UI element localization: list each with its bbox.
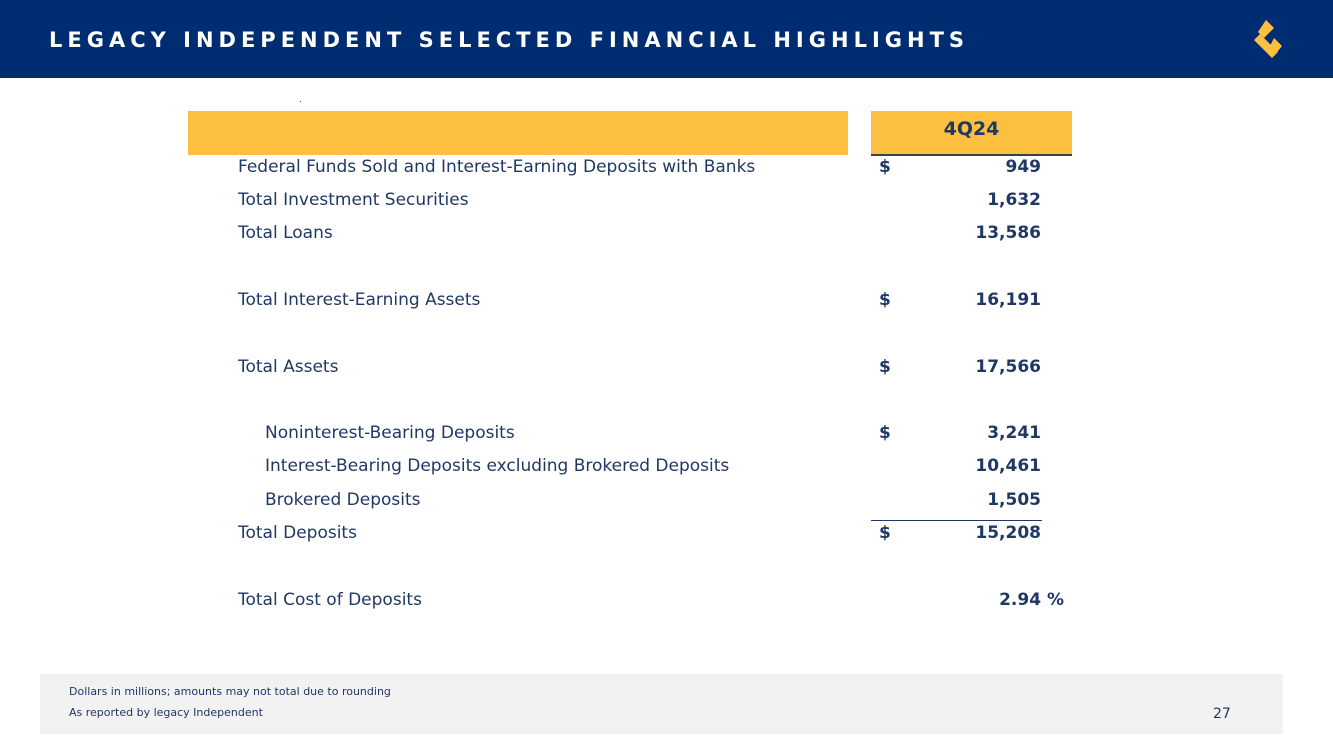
stray-dot bbox=[300, 101, 301, 102]
table-row bbox=[0, 187, 1333, 217]
page-number: 27 bbox=[1213, 706, 1231, 722]
table-row bbox=[0, 354, 1333, 384]
table-row bbox=[0, 487, 1333, 517]
row-value: 949 bbox=[1005, 157, 1041, 177]
row-label: Total Loans bbox=[238, 223, 333, 243]
company-logo-icon bbox=[1252, 18, 1286, 62]
table-row bbox=[0, 420, 1333, 450]
row-value: 17,566 bbox=[975, 357, 1041, 377]
currency-symbol: $ bbox=[879, 157, 891, 177]
currency-symbol: $ bbox=[879, 290, 891, 310]
row-value: 1,505 bbox=[987, 490, 1041, 510]
page-title: LEGACY INDEPENDENT SELECTED FINANCIAL HIGHLIGHTS bbox=[49, 28, 970, 52]
row-value: 10,461 bbox=[975, 456, 1041, 476]
row-value: 3,241 bbox=[987, 423, 1041, 443]
row-value: 1,632 bbox=[987, 190, 1041, 210]
row-label: Total Investment Securities bbox=[238, 190, 469, 210]
table-row bbox=[0, 520, 1333, 550]
table-row bbox=[0, 287, 1333, 317]
row-label: Brokered Deposits bbox=[265, 490, 421, 510]
column-header-4q24: 4Q24 bbox=[943, 118, 1000, 140]
row-label: Federal Funds Sold and Interest-Earning Deposits with Banks bbox=[238, 157, 756, 177]
currency-symbol: $ bbox=[879, 423, 891, 443]
footnote-units: Dollars in millions; amounts may not total due to rounding bbox=[69, 685, 391, 698]
table-row bbox=[0, 453, 1333, 483]
currency-symbol: $ bbox=[879, 357, 891, 377]
row-label: Noninterest-Bearing Deposits bbox=[265, 423, 515, 443]
row-label: Total Deposits bbox=[238, 523, 357, 543]
row-value: 2.94 % bbox=[999, 590, 1064, 610]
row-label: Total Cost of Deposits bbox=[238, 590, 422, 610]
table-row bbox=[0, 587, 1333, 617]
footer-box bbox=[40, 674, 1283, 734]
currency-symbol: $ bbox=[879, 523, 891, 543]
table-row bbox=[0, 154, 1333, 184]
row-value: 15,208 bbox=[975, 523, 1041, 543]
row-value: 16,191 bbox=[975, 290, 1041, 310]
row-value: 13,586 bbox=[975, 223, 1041, 243]
row-label: Total Interest-Earning Assets bbox=[238, 290, 481, 310]
table-row bbox=[0, 220, 1333, 250]
footnote-source: As reported by legacy Independent bbox=[69, 706, 263, 719]
table-header-band bbox=[188, 111, 848, 155]
header-bar bbox=[0, 0, 1333, 78]
row-label: Total Assets bbox=[238, 357, 339, 377]
row-label: Interest-Bearing Deposits excluding Brokered Deposits bbox=[265, 456, 730, 476]
